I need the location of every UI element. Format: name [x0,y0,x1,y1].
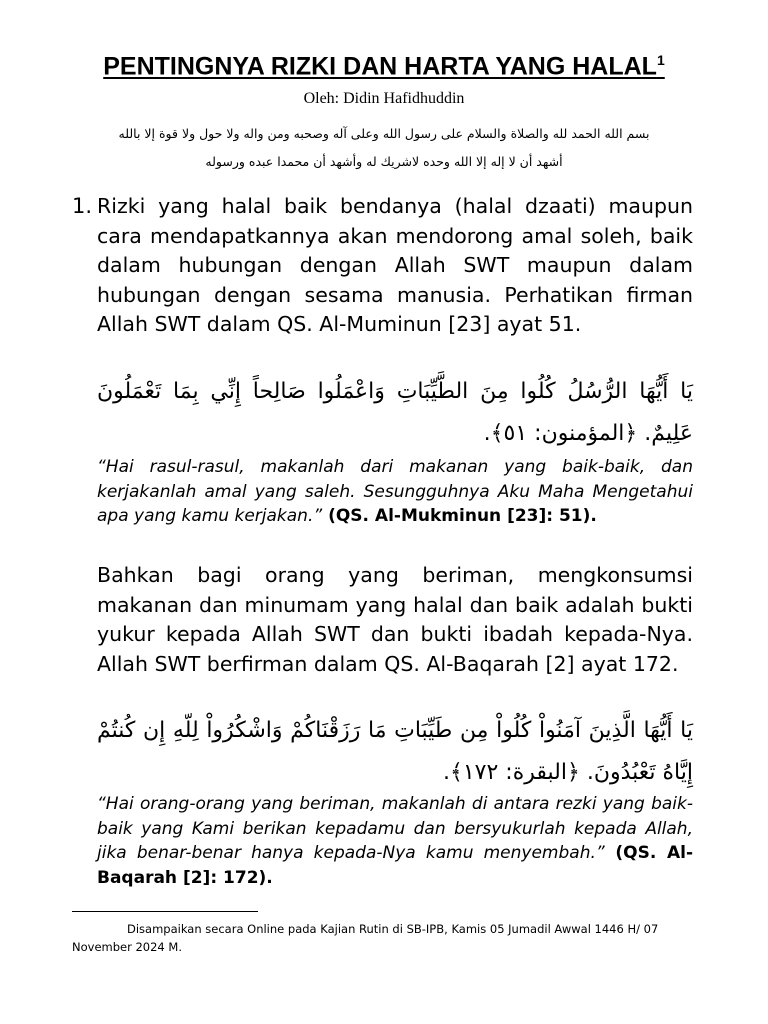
citation-1: (QS. Al-Mukminun [23]: 51). [322,506,597,526]
verse-al-muminun-51: يَا أَيُّهَا الرُّسُلُ كُلُوا مِنَ الطَّيِّبَاتِ وَاعْمَلُوا صَالِحاً إِنِّي بِمَا تَعْمَلُونَ عَلِيمٌ. ﴿المؤمنون: ٥١﴾. [97,379,693,446]
list-number: 1. [72,194,93,218]
paragraph-1: Rizki yang halal baik bendanya (halal dzaati) maupun cara mendapatkannya akan mendorong amal soleh, baik dalam hubungan dengan Allah SWT maupun dalam hubungan dengan sesama manusia. Perhatikan firman Allah SWT dalam QS. Al-Muminun [23] ayat 51. [97,194,693,336]
citation-2: (QS. Al-Baqarah [2]: 172). [97,843,693,888]
translation-1-text: “Hai rasul-rasul, makanlah dari makanan yang baik-baik, dan kerjakanlah amal yang saleh. Sesungguhnya Aku Maha Mengetahui apa yang kamu kerjakan.” [97,457,693,526]
footnote-divider [72,911,258,912]
opening-arabic-line-2: أشهد أن لا إله إلا الله وحده لاشريك له وأشهد أن محمدا عبده ورسوله [205,154,563,169]
opening-arabic-line-1: بسم الله الحمد لله والصلاة والسلام على رسول الله وعلى آله وصحبه ومن واله ولا حول ولا قوة إلا بالله [118,126,650,141]
title-text: PENTINGNYA RIZKI DAN HARTA YANG HALAL [103,52,657,81]
translation-1 [97,455,693,529]
footnote-text: Disampaikan secara Online pada Kajian Rutin di SB-IPB, Kamis 05 Jumadil Awwal 1446 H/ 07 November 2024 M. [72,922,659,954]
footnote-marker: 1 [656,52,665,68]
translation-2-text: “Hai orang-orang yang beriman, makanlah di antara rezki yang baik-baik yang Kami berikan kepadamu dan bersyukurlah kepada Allah, jika benar-benar hanya kepada-Nya kamu menyembah.” [97,794,693,863]
page-title [0,52,768,81]
translation-2 [97,792,693,890]
paragraph-2: Bahkan bagi orang yang beriman, mengkonsumsi makanan dan minumam yang halal dan baik adalah bukti yukur kepada Allah SWT dan bukti ibadah kepada-Nya. Allah SWT berfirman dalam QS. Al-Baqarah [2] ayat 172. [97,563,693,676]
verse-al-baqarah-172: يَا أَيُّهَا الَّذِينَ آمَنُواْ كُلُواْ مِن طَيِّبَاتِ مَا رَزَقْنَاكُمْ وَاشْكُرُواْ لِلّهِ إِن كُنتُمْ إِيَّاهُ تَعْبُدُونَ. ﴿البقرة: ١٧٢﴾. [97,718,693,785]
author-line: Oleh: Didin Hafidhuddin [303,90,465,107]
